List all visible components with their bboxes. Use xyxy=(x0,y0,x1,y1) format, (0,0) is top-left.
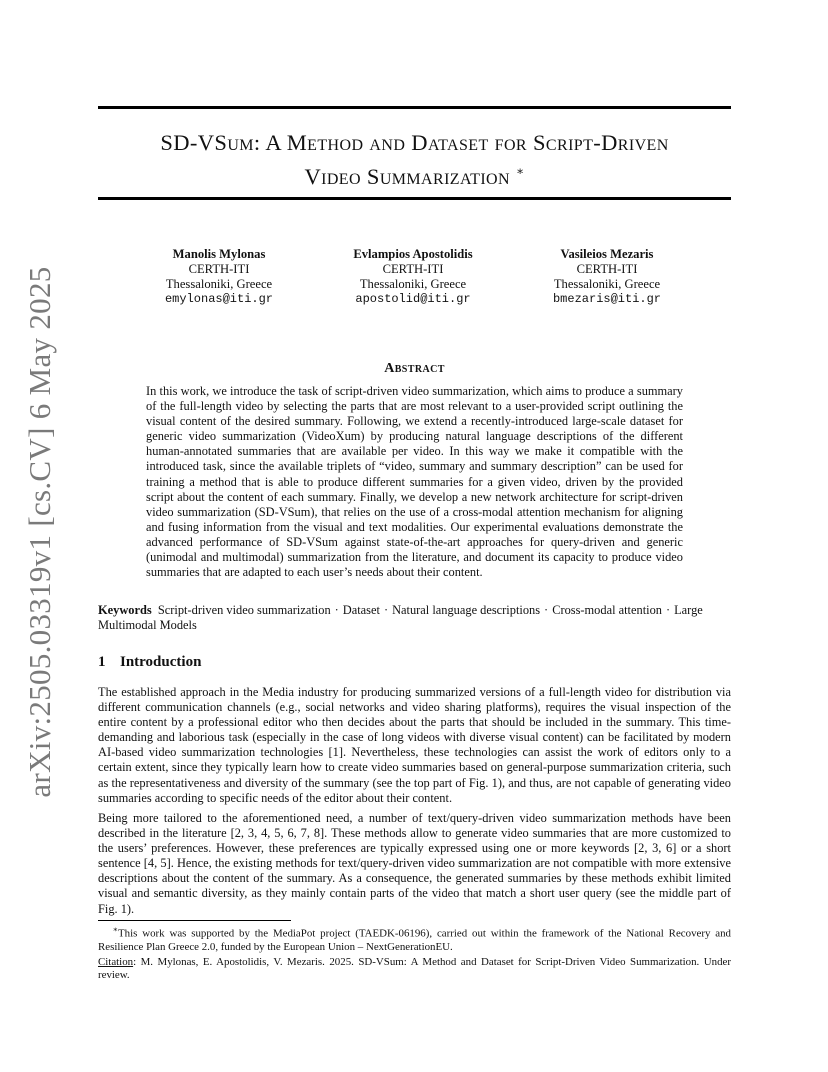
author-affiliation: CERTH-ITI xyxy=(382,262,444,276)
title-line-2 xyxy=(98,157,731,191)
author-name: Evlampios Apostolidis xyxy=(353,247,473,261)
author-email[interactable]: bmezaris@iti.gr xyxy=(552,292,662,306)
keywords xyxy=(98,603,731,633)
funding-footnote xyxy=(98,923,731,954)
author-name: Manolis Mylonas xyxy=(172,247,266,261)
keyword-separator: · xyxy=(544,603,549,617)
author-block xyxy=(98,247,731,309)
footnote-marker: ∗ xyxy=(112,925,118,934)
keyword-term: Cross-modal attention xyxy=(552,603,662,617)
paper-title xyxy=(98,128,731,191)
keyword-separator: · xyxy=(665,603,671,617)
footnote-rule xyxy=(98,920,291,921)
author-affiliation: CERTH-ITI xyxy=(188,262,250,276)
author-affiliation: CERTH-ITI xyxy=(576,262,638,276)
keyword-separator: · xyxy=(383,603,389,617)
citation-footnote xyxy=(98,956,731,982)
funding-text: This work was supported by the MediaPot project (TAEDK-06196), carried out within the framework of the National Recovery and Resilience Plan Greece 2.0, funded by the European Union – NextGenerationEU. xyxy=(98,927,731,953)
body-paragraph-2: Being more tailored to the aforementioned need, a number of text/query-driven video summarization methods have been described in the literature [2, 3, 4, 5, 6, 7, 8]. These methods allow to generate video summaries that are more customized to the users’ preferences. However, these preferences are typically expressed using one or more keywords [2, 3, 6] or a short sentence [4, 5]. Hence, the existing methods for text/query-driven video summarization are not compatible with more extensive descriptions about the content of the summary. As a consequence, the generated summaries by these methods exhibit limited visual and semantic diversity, as they mainly contain parts of the video that match a short user query (see the middle part of Fig. 1). xyxy=(98,811,731,916)
author-location: Thessaloniki, Greece xyxy=(359,277,467,291)
author-email[interactable]: emylonas@iti.gr xyxy=(164,292,274,306)
author-3 xyxy=(512,247,702,307)
author-name: Vasileios Mezaris xyxy=(560,247,654,261)
section-number: 1 xyxy=(98,654,106,670)
footnotes xyxy=(98,923,731,982)
keyword-term: Dataset xyxy=(342,603,380,617)
keyword-term: Large Multimodal Models xyxy=(98,603,703,633)
abstract-heading: Abstract xyxy=(384,361,445,376)
title-rule-top xyxy=(98,106,731,109)
author-location: Thessaloniki, Greece xyxy=(553,277,661,291)
body-paragraph-1: The established approach in the Media industry for producing summarized versions of a full-length video for distribution via different communication channels (e.g., social networks and video sharing platforms), requires the visual inspection of the entire content by a professional editor who then decides about the parts that should be included in the summary. This time-demanding and laborious task (especially in the case of long videos with diverse visual content) can be facilitated by modern AI-based video summarization technologies [1]. Nevertheless, these technologies can assist the work of editors only to a certain extent, since they typically learn how to create video summaries based on general-purpose summarization criteria, such as the representativeness and diversity of the summary (see the top part of Fig. 1), and thus, are not capable of generating video summaries according to specific needs of the editor about their content. xyxy=(98,685,731,805)
keyword-term: Script-driven video summarization xyxy=(157,603,331,617)
keyword-term: Natural language descriptions xyxy=(392,603,541,617)
author-location: Thessaloniki, Greece xyxy=(165,277,273,291)
abstract-text: In this work, we introduce the task of script-driven video summarization, which aims to produce a summary of the full-length video by selecting the parts that are most relevant to a user-provided script outlining the visual content of the desired summary. Following, we extend a recently-introduced large-scale dataset for generic video summarization (VideoXum) by producing natural language descriptions of the different human-annotated summaries that are available per video. In this way we make it compatible with the introduced task, since the available triplets of “video, summary and summary description” can be used for training a method that is able to produce different summaries for a given video, driven by the provided script about the content of each summary. Finally, we develop a new network architecture for script-driven video summarization (SD-VSum), that relies on the use of a cross-modal attention mechanism for aligning and fusing information from the visual and text modalities. Our experimental evaluations demonstrate the advanced performance of SD-VSum against state-of-the-art approaches for query-driven and generic (unimodal and multimodal) summarization from the literature, and document its capacity to produce video summaries that are adapted to each user’s needs about their content. xyxy=(146,384,683,580)
arxiv-identifier: arXiv:2505.03319v1 [cs.CV] 6 May 2025 xyxy=(22,266,57,798)
author-2 xyxy=(318,247,508,307)
keywords-label: Keywords xyxy=(98,603,152,617)
title-line-2-text: Video Summarization xyxy=(304,164,510,189)
author-email[interactable]: apostolid@iti.gr xyxy=(355,292,471,306)
title-rule-bottom xyxy=(98,197,731,200)
title-footnote-marker[interactable]: ∗ xyxy=(516,164,525,178)
citation-text: : M. Mylonas, E. Apostolidis, V. Mezaris. 2025. SD-VSum: A Method and Dataset for Script-Driven Video Summarization. Under review. xyxy=(98,956,731,982)
section-title: Introduction xyxy=(120,654,202,670)
section-heading xyxy=(98,654,201,671)
keyword-separator: · xyxy=(334,603,339,617)
title-line-1: SD-VSum: A Method and Dataset for Script-Driven xyxy=(160,130,669,155)
citation-label: Citation xyxy=(98,956,134,969)
author-1 xyxy=(124,247,314,307)
